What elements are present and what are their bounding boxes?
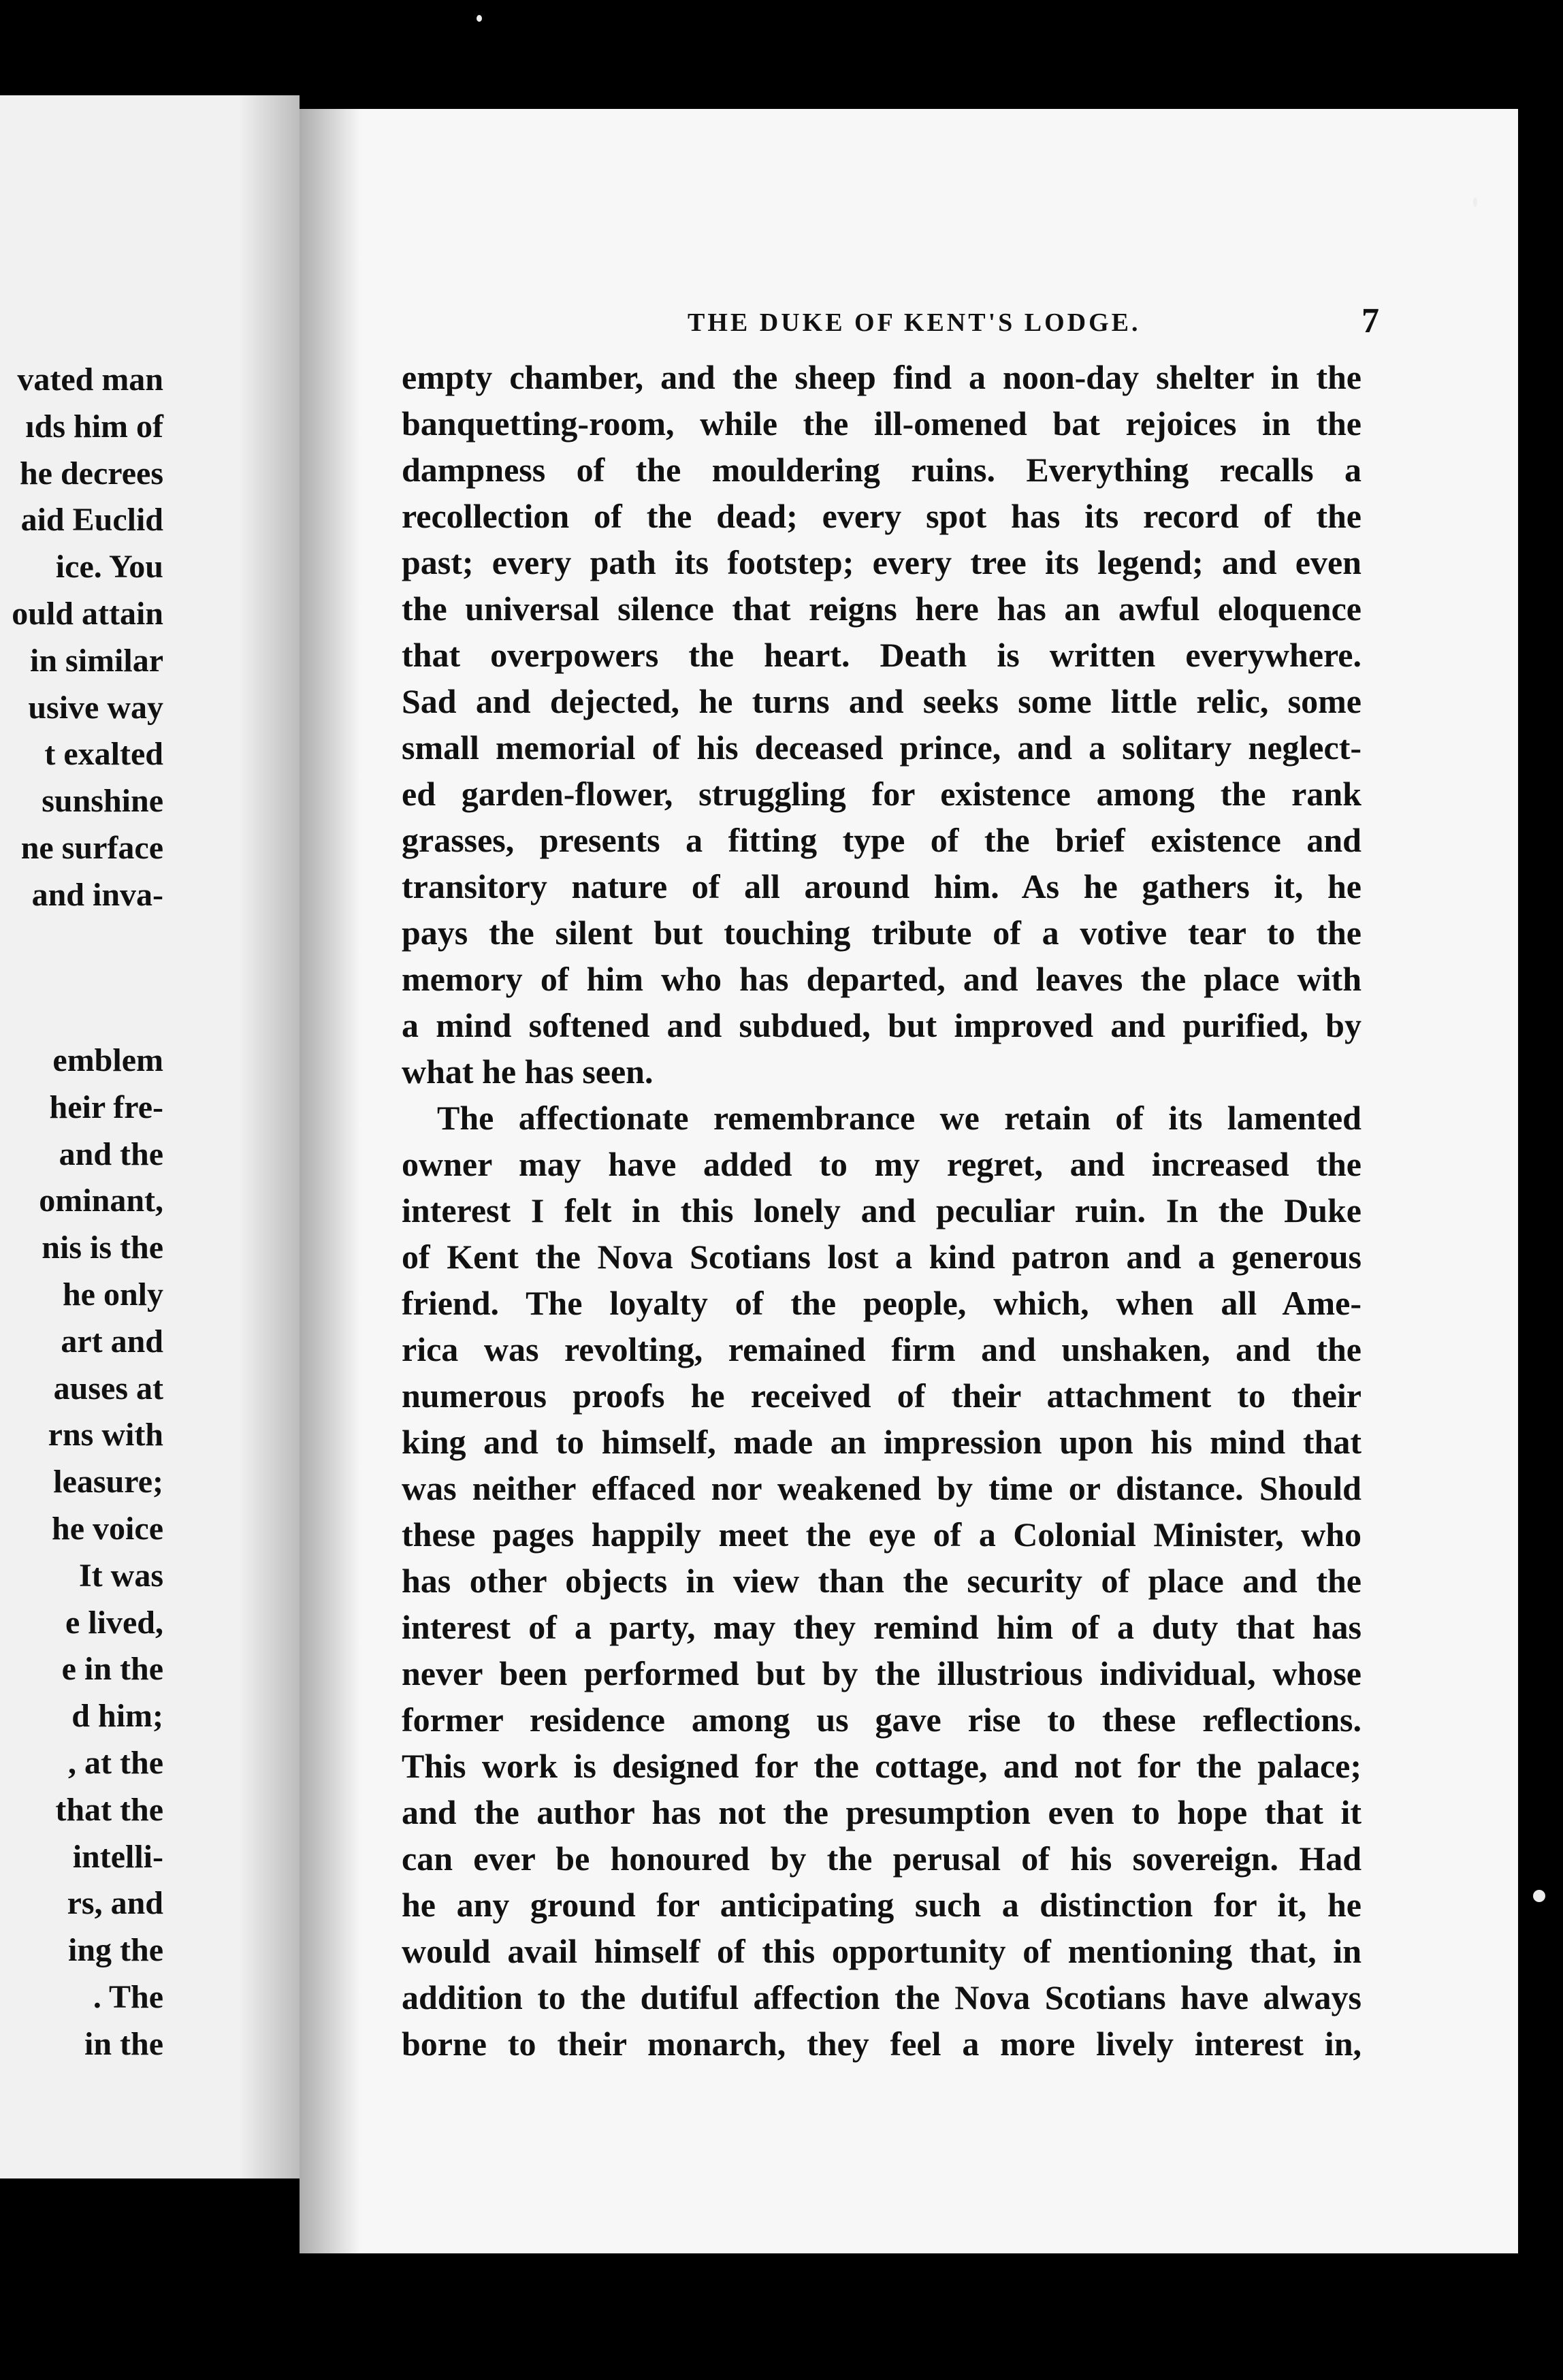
text-line: of Kent the Nova Scotians lost a kind patron and a generous bbox=[402, 1238, 1361, 1276]
text-line: owner may have added to my regret, and increased the bbox=[402, 1145, 1361, 1183]
text-line: former residence among us gave rise to these reflections. bbox=[402, 1701, 1361, 1739]
paragraph-2 bbox=[402, 1095, 1361, 2067]
text-line: addition to the dutiful affection the Nova Scotians have always bbox=[402, 1978, 1361, 2016]
text-line: past; every path its footstep; every tree its legend; and even bbox=[402, 543, 1361, 581]
text-line: has other objects in view than the security of place and the bbox=[402, 1562, 1361, 1600]
left-text-fragment: usive way bbox=[28, 690, 163, 726]
right-page bbox=[300, 109, 1518, 2253]
left-gutter-shadow bbox=[238, 95, 300, 2178]
text-line: that overpowers the heart. Death is written everywhere. bbox=[402, 636, 1361, 674]
left-text-fragment: and inva- bbox=[31, 877, 163, 913]
left-text-fragment: . The bbox=[93, 1979, 163, 2015]
left-text-fragment: e lived, bbox=[65, 1605, 163, 1641]
scan-speck bbox=[1533, 1890, 1545, 1902]
left-text-fragment: rns with bbox=[48, 1417, 163, 1453]
left-text-fragment: ould attain bbox=[12, 596, 163, 632]
paragraph-1 bbox=[402, 354, 1361, 1095]
text-line: the universal silence that reigns here has an awful eloquence bbox=[402, 590, 1361, 628]
text-line: ed garden-flower, struggling for existence among the rank bbox=[402, 775, 1361, 813]
left-text-fragment: e in the bbox=[61, 1651, 163, 1687]
text-line: borne to their monarch, they feel a more lively interest in, bbox=[402, 2025, 1361, 2063]
page-number: 7 bbox=[1361, 302, 1379, 340]
right-gutter-shadow bbox=[300, 109, 361, 2253]
left-text-fragment: he only bbox=[62, 1276, 163, 1313]
left-text-fragment: intelli- bbox=[72, 1839, 163, 1875]
text-line: was neither effaced nor weakened by time or distance. Should bbox=[402, 1469, 1361, 1507]
text-line: The affectionate remembrance we retain of its lamented bbox=[437, 1099, 1361, 1137]
text-line: interest I felt in this lonely and peculiar ruin. In the Duke bbox=[402, 1191, 1361, 1229]
left-text-fragment: ice. You bbox=[55, 549, 163, 585]
left-text-fragment: heir fre- bbox=[49, 1089, 163, 1125]
text-line: rica was revolting, remained firm and unshaken, and the bbox=[402, 1330, 1361, 1368]
left-text-fragment: ominant, bbox=[39, 1183, 163, 1219]
left-text-fragment: ıds him of bbox=[25, 408, 163, 445]
left-text-fragment: rs, and bbox=[67, 1885, 163, 1921]
left-text-fragment: nis is the bbox=[42, 1229, 163, 1266]
text-line: pays the silent but touching tribute of a votive tear to the bbox=[402, 914, 1361, 952]
left-text-fragment: he voice bbox=[52, 1511, 163, 1547]
text-line: dampness of the mouldering ruins. Everything recalls a bbox=[402, 451, 1361, 489]
text-line: a mind softened and subdued, but improved and purified, by bbox=[402, 1006, 1361, 1044]
text-line: small memorial of his deceased prince, and a solitary neglect- bbox=[402, 728, 1361, 767]
text-line: This work is designed for the cottage, and not for the palace; bbox=[402, 1747, 1361, 1785]
left-text-fragment: auses at bbox=[53, 1370, 163, 1406]
text-line: friend. The loyalty of the people, which, when all Ame- bbox=[402, 1284, 1361, 1322]
left-text-fragment: ne surface bbox=[20, 830, 163, 866]
left-text-fragment: aid Euclid bbox=[20, 502, 163, 538]
text-line: can ever be honoured by the perusal of his sovereign. Had bbox=[402, 1839, 1361, 1878]
text-line: never been performed but by the illustrious individual, whose bbox=[402, 1654, 1361, 1692]
text-line: and the author has not the presumption even to hope that it bbox=[402, 1793, 1361, 1831]
left-text-fragment: It was bbox=[78, 1558, 163, 1594]
text-line: interest of a party, may they remind him of a duty that has bbox=[402, 1608, 1361, 1646]
left-text-fragment: art and bbox=[61, 1323, 163, 1360]
body-text bbox=[402, 354, 1361, 2067]
text-line: he any ground for anticipating such a distinction for it, he bbox=[402, 1886, 1361, 1924]
left-text-fragment: that the bbox=[55, 1792, 163, 1828]
left-text-fragment: he decrees bbox=[19, 455, 163, 492]
scan-speck bbox=[477, 15, 482, 22]
text-line: memory of him who has departed, and leaves the place with bbox=[402, 960, 1361, 998]
left-text-fragment: ing the bbox=[67, 1932, 163, 1968]
left-text-fragment: in the bbox=[84, 2026, 163, 2062]
left-page bbox=[0, 95, 300, 2178]
text-line: would avail himself of this opportunity of mentioning that, in bbox=[402, 1932, 1361, 1970]
text-line: empty chamber, and the sheep find a noon-day shelter in the bbox=[402, 358, 1361, 396]
text-line: these pages happily meet the eye of a Colonial Minister, who bbox=[402, 1515, 1361, 1554]
text-line: banquetting-room, while the ill-omened bat rejoices in the bbox=[402, 404, 1361, 443]
scan-speck bbox=[1473, 197, 1477, 207]
left-text-fragment: , at the bbox=[68, 1745, 163, 1781]
left-text-fragment: sunshine bbox=[42, 783, 163, 819]
left-text-fragment: vated man bbox=[17, 361, 163, 398]
left-text-fragment: leasure; bbox=[53, 1464, 163, 1500]
text-line: recollection of the dead; every spot has its record of the bbox=[402, 497, 1361, 535]
left-text-fragment: d him; bbox=[71, 1698, 163, 1734]
running-head: THE DUKE OF KENT'S LODGE. bbox=[688, 308, 1141, 337]
left-text-fragment: t exalted bbox=[44, 736, 163, 772]
left-text-fragment: emblem bbox=[52, 1042, 163, 1078]
text-line: grasses, presents a fitting type of the brief existence and bbox=[402, 821, 1361, 859]
left-text-fragment: in similar bbox=[29, 643, 163, 679]
text-line: what he has seen. bbox=[402, 1052, 654, 1091]
text-line: numerous proofs he received of their attachment to their bbox=[402, 1377, 1361, 1415]
left-text-fragment: and the bbox=[59, 1136, 163, 1172]
text-line: transitory nature of all around him. As he gathers it, he bbox=[402, 867, 1361, 905]
text-line: Sad and dejected, he turns and seeks some little relic, some bbox=[402, 682, 1361, 720]
text-line: king and to himself, made an impression upon his mind that bbox=[402, 1423, 1361, 1461]
